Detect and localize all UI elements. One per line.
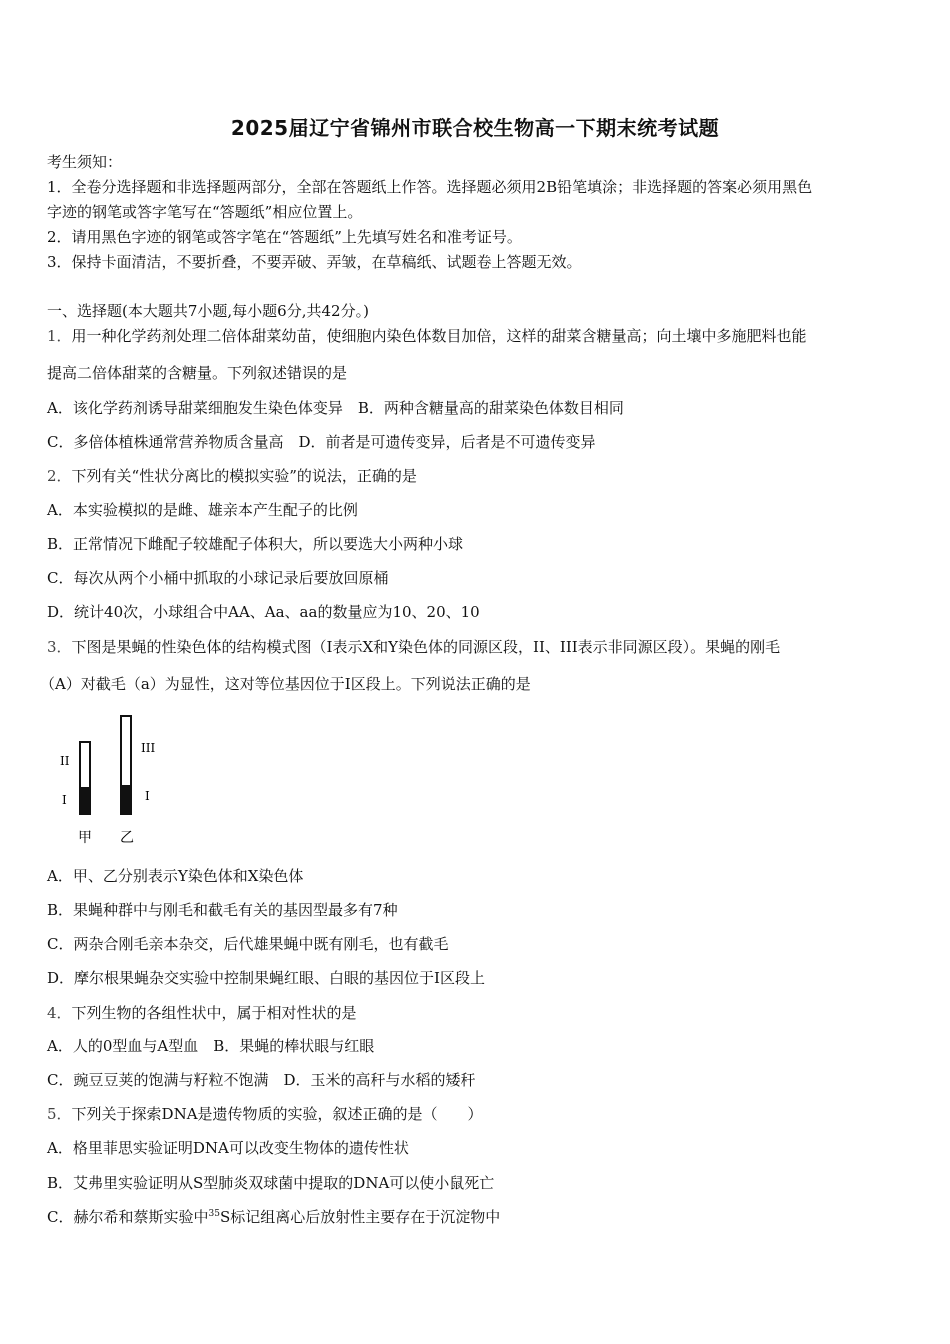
question-3 xyxy=(47,637,905,657)
option-b: B．正常情况下雌配子较雄配子体积大，所以要选大小两种小球 xyxy=(47,535,464,553)
question-text: 下列关于探索DNA是遗传物质的实验，叙述正确的是（ ） xyxy=(71,1105,483,1123)
question-text: 下图是果蝇的性染色体的结构模式图（I表示X和Y染色体的同源区段，II、III表示非同源区段）。果蝇的刚毛 xyxy=(71,638,781,656)
isotope-superscript: 35 xyxy=(208,1209,220,1219)
option-cd: C．豌豆豆荚的饱满与籽粒不饱满 D．玉米的高秆与水稻的矮秆 xyxy=(47,1071,476,1089)
option-b: B．果蝇种群中与刚毛和截毛有关的基因型最多有7种 xyxy=(47,901,398,919)
notice-item: 2．请用黑色字迹的钢笔或答字笔在“答题纸”上先填写姓名和准考证号。 xyxy=(47,228,522,246)
chromosome-jia-nonhomologous xyxy=(80,742,90,788)
label-region-II: II xyxy=(60,754,70,768)
option-cd: C．多倍体植株通常营养物质含量高 D．前者是可遗传变异，后者是不可遗传变异 xyxy=(47,433,596,451)
option-c xyxy=(47,1207,500,1227)
question-number: 5． xyxy=(47,1105,72,1123)
question-1 xyxy=(47,326,905,346)
question-number: 2． xyxy=(47,467,72,485)
chromosome-jia-homologous xyxy=(80,788,90,814)
section-heading: 一、选择题(本大题共7小题,每小题6分,共42分。) xyxy=(47,302,369,320)
option-a: A．本实验模拟的是雌、雄亲本产生配子的比例 xyxy=(47,501,358,519)
option-a: A．甲、乙分别表示Y染色体和X染色体 xyxy=(47,867,304,885)
question-text-cont: （A）对截毛（a）为显性，这对等位基因位于I区段上。下列说法正确的是 xyxy=(40,675,531,693)
question-2 xyxy=(47,466,905,486)
option-c-text-before: C．赫尔希和蔡斯实验中 xyxy=(47,1208,209,1226)
notice-item: 字迹的钢笔或答字笔写在“答题纸”相应位置上。 xyxy=(47,203,363,221)
question-text: 下列有关“性状分离比的模拟实验”的说法，正确的是 xyxy=(71,467,417,485)
question-number: 4． xyxy=(47,1004,72,1022)
notice-item: 3．保持卡面清洁，不要折叠，不要弄破、弄皱，在草稿纸、试题卷上答题无效。 xyxy=(47,253,582,271)
label-region-I-right: I xyxy=(145,789,150,803)
chromosome-yi-homologous xyxy=(121,786,131,814)
notice-item: 1．全卷分选择题和非选择题两部分，全部在答题纸上作答。选择题必须用2B铅笔填涂；非选择题的答案必须用黑色 xyxy=(47,178,813,196)
option-d: D．统计40次，小球组合中AA、Aa、aa的数量应为10、20、10 xyxy=(47,603,480,621)
chromosome-yi-nonhomologous xyxy=(121,716,131,786)
question-text-cont: 提高二倍体甜菜的含糖量。下列叙述错误的是 xyxy=(47,364,348,382)
question-text: 用一种化学药剂处理二倍体甜菜幼苗，使细胞内染色体数目加倍，这样的甜菜含糖量高；向土壤中多施肥料也能 xyxy=(71,327,807,345)
question-number: 3． xyxy=(47,638,72,656)
option-ab: A．人的0型血与A型血 B．果蝇的棒状眼与红眼 xyxy=(47,1037,375,1055)
option-c-text-after: S标记组离心后放射性主要存在于沉淀物中 xyxy=(219,1208,501,1226)
page-title: 2025届辽宁省锦州市联合校生物高一下期末统考试题 xyxy=(230,116,720,140)
question-5 xyxy=(47,1104,905,1124)
question-4 xyxy=(47,1003,905,1023)
label-region-III: III xyxy=(141,741,156,755)
option-b: B．艾弗里实验证明从S型肺炎双球菌中提取的DNA可以使小鼠死亡 xyxy=(47,1174,495,1192)
chromosome-diagram xyxy=(50,710,170,850)
option-ab: A．该化学药剂诱导甜菜细胞发生染色体变异 B．两种含糖量高的甜菜染色体数目相同 xyxy=(47,399,624,417)
option-a: A．格里菲思实验证明DNA可以改变生物体的遗传性状 xyxy=(47,1139,409,1157)
option-c: C．每次从两个小桶中抓取的小球记录后要放回原桶 xyxy=(47,569,389,587)
question-text: 下列生物的各组性状中，属于相对性状的是 xyxy=(71,1004,357,1022)
notice-heading: 考生须知： xyxy=(47,153,123,171)
label-yi: 乙 xyxy=(120,830,134,846)
label-region-I-left: I xyxy=(62,793,67,807)
option-d: D．摩尔根果蝇杂交实验中控制果蝇红眼、白眼的基因位于I区段上 xyxy=(47,969,485,987)
label-jia: 甲 xyxy=(78,830,92,846)
question-number: 1． xyxy=(47,327,72,345)
option-c: C．两杂合刚毛亲本杂交，后代雄果蝇中既有刚毛，也有截毛 xyxy=(47,935,449,953)
